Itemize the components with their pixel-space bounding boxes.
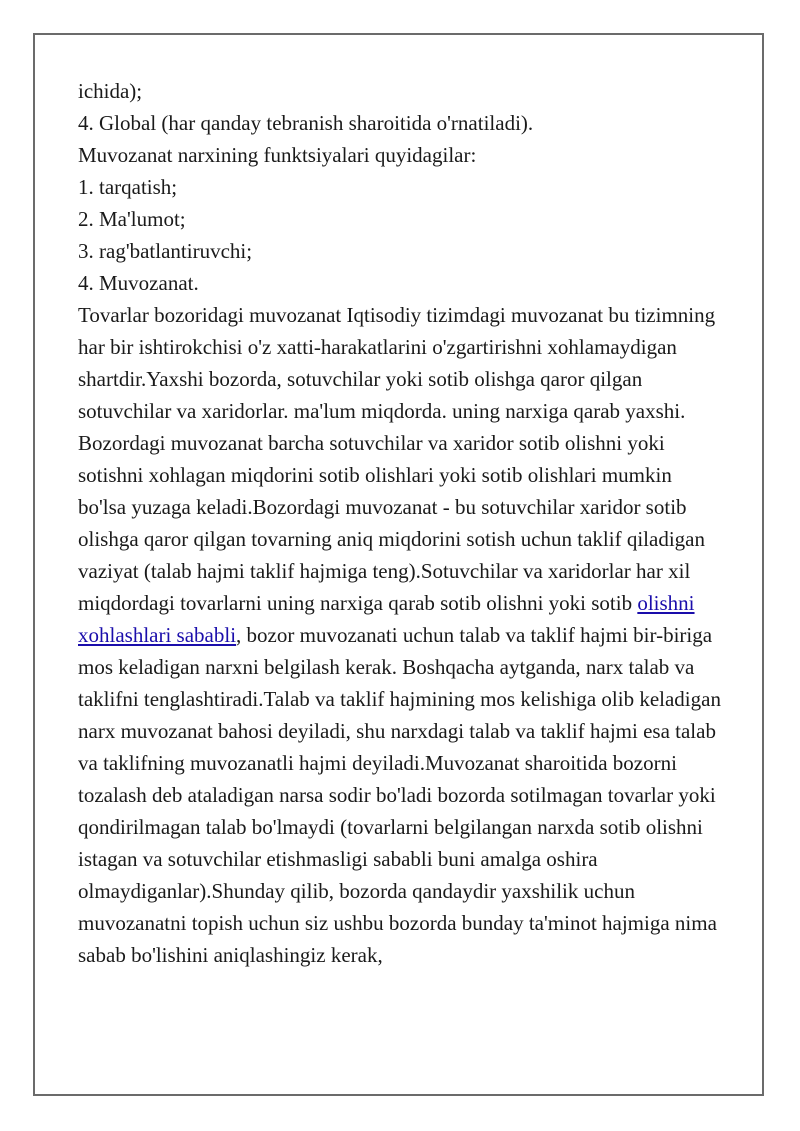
body-paragraph xyxy=(78,299,723,971)
text-line: ichida); xyxy=(78,79,143,103)
paragraph-text-before-link: Tovarlar bozoridagi muvozanat Iqtisodiy tizimdagi muvozanat bu tizimning har bir ishtirokchisi o'z xatti-harakatlarini o'zgartirishni xohlamaydigan shartdir.Yaxshi bozorda, sotuvchilar yoki sotib olishga qaror qilgan sotuvchilar va xaridorlar. ma'lum miqdorda. uning narxiga qarab yaxshi. Bozordagi muvozanat barcha sotuvchilar va xaridor sotib olishni yoki sotishni xohlagan miqdorini sotib olishlari yoki sotib olishlari mumkin bo'lsa yuzaga keladi.Bozordagi muvozanat - bu sotuvchilar xaridor sotib olishga qaror qilgan tovarning aniq miqdorini sotish uchun taklif qiladigan vaziyat (talab hajmi taklif hajmiga teng).Sotuvchilar va xaridorlar har xil miqdordagi tovarlarni uning narxiga qarab sotib olishni yoki sotib xyxy=(78,303,716,615)
list-item: 4. Muvozanat. xyxy=(78,271,199,295)
list-item: 4. Global (har qanday tebranish sharoitida o'rnatiladi). xyxy=(78,111,534,135)
document-body xyxy=(78,75,723,971)
list-item: 2. Ma'lumot; xyxy=(78,207,186,231)
list-item: 3. rag'batlantiruvchi; xyxy=(78,239,253,263)
inline-link[interactable]: olishni xohlashlari sababli xyxy=(78,591,695,647)
list-item: 1. tarqatish; xyxy=(78,175,178,199)
paragraph-text-after-link: , bozor muvozanati uchun talab va taklif hajmi bir-biriga mos keladigan narxni belgilash kerak. Boshqacha aytganda, narx talab va taklifni tenglashtiradi.Talab va taklif hajmining mos kelishiga olib keladigan narx muvozanat bahosi deyiladi, shu narxdagi talab va taklif hajmi esa talab va taklifning muvozanatli hajmi deyiladi.Muvozanat sharoitida bozorni tozalash deb ataladigan narsa sodir bo'ladi bozorda sotilmagan tovarlar yoki qondirilmagan talab bo'lmaydi (tovarlarni belgilangan narxda sotib olishni istagan va sotuvchilar etishmasligi sababli buni amalga oshira olmaydiganlar).Shunday qilib, bozorda qandaydir yaxshilik uchun muvozanatni topish uchun siz ushbu bozorda bunday ta'minot hajmiga nima sabab bo'lishini aniqlashingiz kerak, xyxy=(78,623,721,967)
text-line: Muvozanat narxining funktsiyalari quyidagilar: xyxy=(78,143,477,167)
page-frame xyxy=(33,33,764,1096)
